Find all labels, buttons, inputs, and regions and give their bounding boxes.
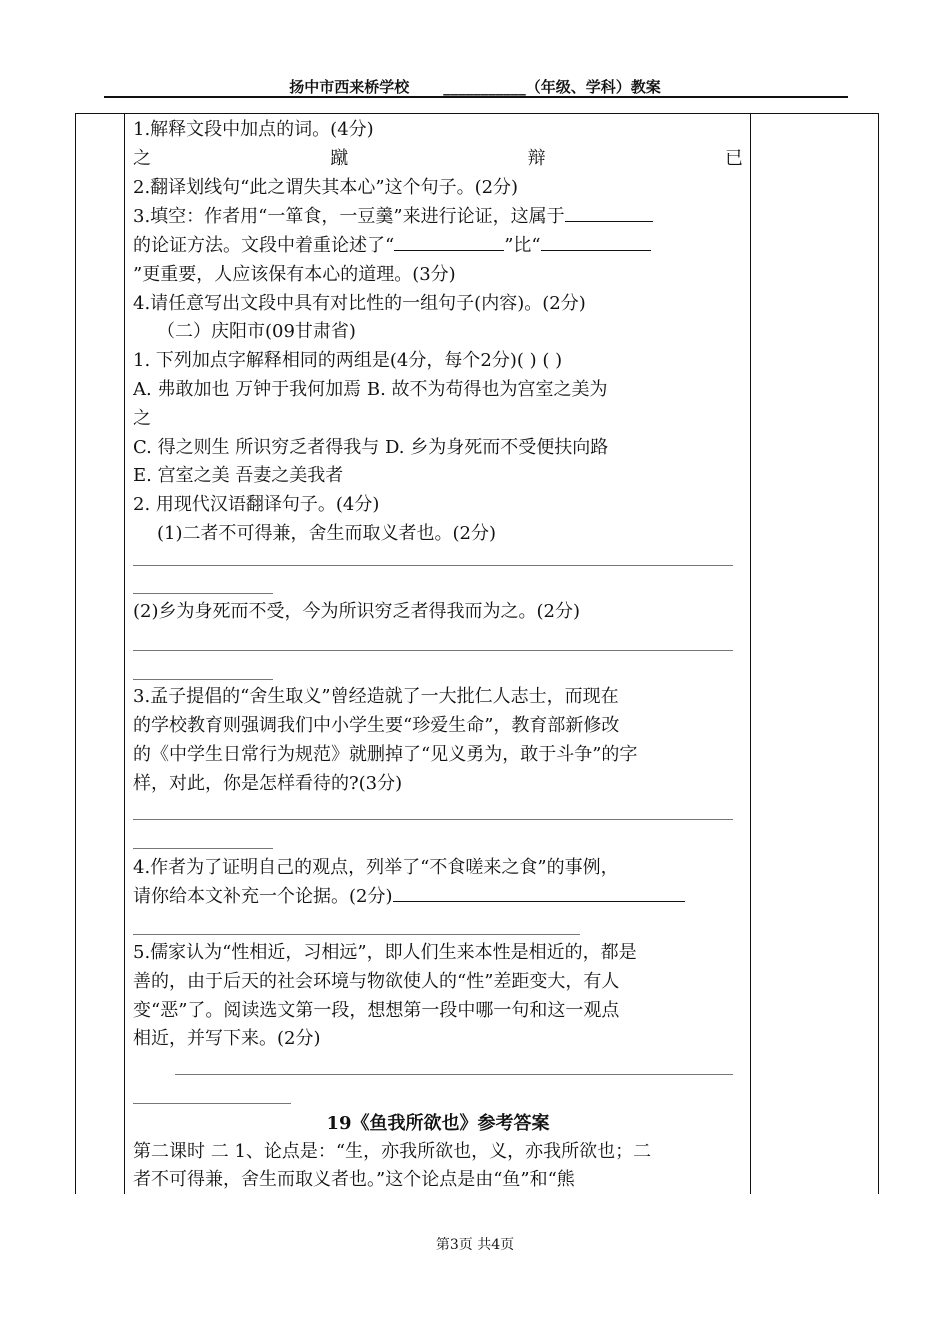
question-2-1: 1. 下列加点字解释相同的两组是(4分，每个2分)( ) ( ) [133, 350, 563, 371]
answers-title: 19《鱼我所欲也》参考答案 [326, 1113, 550, 1134]
answer-blank[interactable] [565, 203, 653, 222]
question-2-5-line2: 善的，由于后天的社会环境与物欲使人的“性”差距变大，有人 [133, 971, 620, 992]
char-cu: 蹴 [330, 148, 349, 169]
question-1-3-line1 [133, 203, 653, 231]
option-e: E. 宫室之美 吾妻之美我者 [133, 465, 344, 486]
column-divider-right [750, 113, 751, 1194]
question-2-3-line2: 的学校教育则强调我们中小学生要“珍爱生命”，教育部新修改 [133, 715, 620, 736]
answer-line[interactable] [133, 565, 733, 566]
question-2-3-line4: 样，对此，你是怎样看待的?(3分) [133, 773, 403, 794]
char-zhi: 之 [133, 148, 151, 169]
question-2-3-line1: 3.孟子提倡的“舍生取义”曾经造就了一大批仁人志士，而现在 [133, 686, 619, 707]
question-1-4: 4.请任意写出文段中具有对比性的一组句子(内容)。(2分) [133, 293, 586, 314]
question-2-5-line3: 变“恶”了。阅读选文第一段，想想第一段中哪一句和这一观点 [133, 1000, 620, 1021]
char-yi: 已 [724, 148, 743, 169]
answer-blank[interactable] [541, 232, 651, 251]
option-b-cont: 之 [133, 408, 151, 429]
answer-line[interactable] [133, 934, 580, 935]
question-1-3-text2: 的论证方法。文段中着重论述了“ [133, 235, 395, 256]
dotted-characters [133, 145, 743, 173]
answer-line-1: 第二课时 二 1、论点是：“生，亦我所欲也，义，亦我所欲也；二 [133, 1141, 652, 1162]
answer-blank[interactable] [393, 883, 685, 902]
question-2-2-2: (2)乡为身死而不受，今为所识穷乏者得我而为之。(2分) [133, 601, 580, 622]
answer-line[interactable] [133, 650, 733, 651]
question-1-1: 1.解释文段中加点的词。(4分) [133, 119, 374, 140]
question-2-2: 2. 用现代汉语翻译句子。(4分) [133, 494, 380, 515]
question-2-2-1: (1)二者不可得兼，舍生而取义者也。(2分) [157, 523, 496, 544]
answer-blank[interactable] [394, 232, 504, 251]
option-c-d: C. 得之则生 所识穷乏者得我与 D. 乡为身死而不受便扶向路 [133, 437, 609, 458]
section-2-heading: （二）庆阳市(09甘肃省) [157, 321, 356, 342]
page-number: 第3页 共4页 [435, 1237, 515, 1253]
answer-line[interactable] [133, 819, 733, 820]
char-bian: 辩 [527, 148, 546, 169]
question-2-4-line1: 4.作者为了证明自己的观点，列举了“不食嗟来之食”的事例， [133, 857, 619, 878]
question-1-3-line3: ”更重要，人应该保有本心的道理。(3分) [133, 264, 456, 285]
question-2-4-line2 [133, 883, 685, 911]
question-1-3-text: 3.填空：作者用“一箪食，一豆羹”来进行论证，这属于 [133, 206, 565, 227]
question-1-3-text3: ”比“ [504, 235, 541, 256]
question-2-5-line4: 相近，并写下来。(2分) [133, 1028, 321, 1049]
school-name: 扬中市西来桥学校 [289, 78, 410, 96]
answer-line-2: 者不可得兼，舍生而取义者也。”这个论点是由“鱼”和“熊 [133, 1169, 575, 1190]
question-2-5-line1: 5.儒家认为“性相近，习相远”，即人们生来本性是相近的，都是 [133, 942, 637, 963]
header-rule [104, 96, 848, 98]
lesson-plan-label: ___________（年级、学科）教案 [443, 78, 661, 96]
option-a-b: A. 弗敢加也 万钟于我何加焉 B. 故不为苟得也为宫室之美为 [133, 379, 608, 400]
question-2-4-text: 请你给本文补充一个论据。(2分) [133, 886, 393, 907]
answer-line[interactable] [133, 1103, 291, 1104]
question-1-3-line2 [133, 232, 651, 260]
answer-line[interactable] [133, 679, 273, 680]
answer-line[interactable] [133, 593, 273, 594]
page-header [0, 76, 950, 97]
answer-line[interactable] [175, 1074, 733, 1075]
question-1-2: 2.翻译划线句“此之谓失其本心”这个句子。(2分) [133, 177, 519, 198]
question-2-3-line3: 的《中学生日常行为规范》就删掉了“见义勇为，敢于斗争”的字 [133, 744, 638, 765]
answer-line[interactable] [133, 848, 273, 849]
column-divider-left [124, 113, 125, 1194]
